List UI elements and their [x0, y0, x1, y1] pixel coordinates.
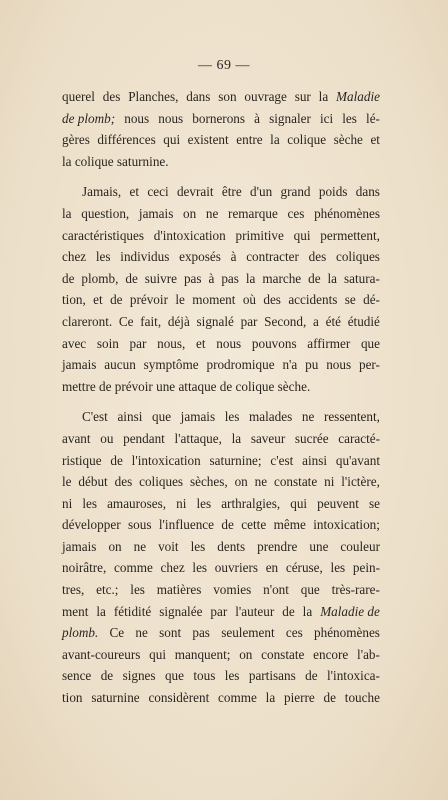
word: coliques: [335, 249, 380, 265]
text-line: [62, 644, 380, 666]
word: avant-coureurs: [62, 646, 141, 662]
word: qui: [290, 495, 308, 511]
word: d'intoxication: [153, 227, 226, 243]
word: l'influence: [158, 517, 214, 533]
word: ressentent,: [323, 409, 380, 425]
word: dents: [217, 538, 246, 554]
word: seulement: [221, 625, 275, 641]
word: permettent,: [320, 227, 380, 243]
word: existent: [187, 132, 229, 148]
word: ou: [100, 430, 114, 446]
word: touche: [344, 690, 380, 706]
word: ne: [205, 205, 219, 221]
word: suivre: [144, 270, 177, 286]
word: céruse,: [285, 560, 323, 576]
word: signes: [122, 668, 156, 684]
word: développer: [62, 517, 121, 533]
word: l'ictère,: [341, 474, 380, 490]
text-line: [62, 376, 380, 398]
word: tous: [193, 668, 216, 684]
word: Jamais,: [82, 184, 122, 200]
word: pierre: [284, 690, 315, 706]
word: par: [240, 313, 258, 329]
text-line: [62, 225, 380, 247]
word: les: [330, 560, 346, 576]
word: fétidité: [113, 603, 152, 619]
word: sont: [159, 625, 182, 641]
word: Planches,: [128, 89, 179, 104]
word: se: [344, 292, 356, 308]
word: sur: [294, 89, 311, 104]
word: malades: [249, 409, 293, 425]
word: signaler: [269, 110, 311, 126]
word: l'auteur: [235, 603, 275, 619]
word: C'est: [82, 409, 108, 425]
word: dé-: [363, 292, 380, 308]
word: mettre de prévoir une attaque de colique sèche.: [62, 378, 311, 394]
word: tres,: [62, 582, 85, 598]
word: sèches,: [189, 474, 228, 490]
word: etc.;: [96, 582, 119, 598]
text-line: [62, 557, 380, 579]
text-line: [62, 268, 380, 290]
word: des: [263, 292, 281, 308]
word: différences: [97, 132, 156, 148]
word: chez: [62, 249, 87, 265]
word: d'un: [250, 184, 273, 200]
word: sucrée: [294, 430, 329, 446]
word: marche: [262, 270, 302, 286]
word: cette: [241, 517, 267, 533]
word: colique: [287, 132, 327, 148]
word: des: [308, 249, 327, 265]
word: clareront.: [62, 313, 113, 329]
word: de: [110, 452, 123, 468]
word: Maladie de: [320, 603, 380, 619]
word: individus: [120, 249, 170, 265]
word: on: [234, 474, 248, 490]
word: et: [196, 335, 206, 351]
word: les: [190, 538, 206, 554]
word: affirmer: [307, 335, 351, 351]
word: querel: [62, 89, 95, 104]
word: que: [300, 582, 320, 598]
word: de: [110, 292, 123, 308]
word: ouvriers: [214, 560, 258, 576]
word: avant: [62, 430, 91, 446]
text-line: [62, 601, 380, 623]
word: nous: [124, 110, 150, 126]
word: ces: [287, 205, 305, 221]
word: les: [130, 582, 145, 598]
word: les: [196, 495, 212, 511]
word: par: [129, 335, 147, 351]
word: nous: [158, 110, 184, 126]
word: l'intoxication: [131, 452, 201, 468]
word: partisans: [248, 668, 296, 684]
word: soin: [96, 335, 119, 351]
word: de: [305, 668, 318, 684]
word: ainsi: [117, 409, 143, 425]
word: Second,: [264, 313, 307, 329]
text-line: [62, 428, 380, 450]
word: et: [93, 292, 103, 308]
word: pas: [192, 625, 210, 641]
word: pendant: [123, 430, 165, 446]
word: jamais: [62, 538, 97, 554]
word: la: [265, 690, 276, 706]
word: saturnine: [91, 690, 140, 706]
word: aucun: [104, 357, 136, 373]
word: plomb.: [62, 625, 99, 641]
word: chez: [160, 560, 185, 576]
text-line: [62, 354, 380, 376]
word: on: [108, 538, 122, 554]
word: phénomènes: [314, 625, 380, 641]
word: arthralgies,: [221, 495, 281, 511]
word: peuvent: [317, 495, 359, 511]
word: ne: [135, 625, 148, 641]
word: où: [242, 292, 256, 308]
word: la: [270, 132, 280, 148]
word: étudié: [347, 313, 380, 329]
word: en: [265, 560, 279, 576]
text-line: [62, 687, 380, 709]
word: accidents: [288, 292, 338, 308]
word: a: [313, 313, 319, 329]
word: n'ont: [263, 582, 289, 598]
word: sence: [62, 668, 92, 684]
word: constate: [273, 474, 318, 490]
word: la: [302, 603, 313, 619]
word: l'ab-: [357, 646, 380, 662]
word: coliques: [139, 474, 184, 490]
word: que: [360, 335, 380, 351]
word: amauroses,: [107, 495, 167, 511]
word: la: [327, 270, 338, 286]
word: noirâtre,: [62, 560, 107, 576]
paragraph: [62, 181, 380, 397]
text-line: [62, 246, 380, 268]
word: ni: [62, 495, 73, 511]
word: Ce: [118, 313, 134, 329]
paragraph: [62, 406, 380, 708]
word: jamais: [62, 357, 97, 373]
word: ouvrage: [244, 89, 287, 104]
text-line: [62, 86, 380, 108]
word: la colique saturnine.: [62, 153, 169, 169]
text-line: [62, 493, 380, 515]
word: qu'avant: [335, 452, 380, 468]
text-line: [62, 406, 380, 428]
word: c'est: [270, 452, 294, 468]
word: on: [239, 646, 253, 662]
body-text: [62, 86, 380, 709]
word: dans: [355, 184, 380, 200]
word: début: [78, 474, 108, 490]
word: entre: [236, 132, 263, 148]
word: Maladie: [336, 89, 380, 104]
word: la: [245, 270, 256, 286]
word: à: [208, 270, 215, 286]
word: ne: [133, 538, 147, 554]
word: ni: [324, 474, 335, 490]
word: les: [95, 249, 111, 265]
word: voit: [158, 538, 179, 554]
word: satura-: [344, 270, 380, 286]
word: matières: [156, 582, 202, 598]
word: des: [102, 89, 121, 104]
word: de: [125, 270, 138, 286]
word: pas: [221, 270, 239, 286]
word: manquent;: [174, 646, 231, 662]
text-line: [62, 289, 380, 311]
word: prodromique: [206, 357, 275, 373]
word: les: [224, 409, 240, 425]
word: signalée: [159, 603, 203, 619]
word: et: [370, 132, 380, 148]
word: tion,: [62, 292, 86, 308]
word: caracté-: [338, 430, 380, 446]
word: nous,: [157, 335, 186, 351]
word: lé-: [366, 110, 380, 126]
word: son: [218, 89, 237, 104]
word: primitive: [235, 227, 284, 243]
word: constate: [261, 646, 305, 662]
word: encore: [313, 646, 349, 662]
word: à: [230, 249, 237, 265]
word: moment: [192, 292, 236, 308]
word: qui: [149, 646, 166, 662]
word: ceci: [147, 184, 169, 200]
word: de: [282, 603, 295, 619]
word: que: [164, 668, 184, 684]
text-line: [62, 151, 380, 173]
word: poids: [318, 184, 348, 200]
word: des: [114, 474, 133, 490]
word: très-rare-: [331, 582, 380, 598]
word: considèrent: [148, 690, 210, 706]
word: devrait: [176, 184, 214, 200]
paragraph: [62, 86, 380, 172]
word: jamais: [138, 205, 174, 221]
word: n'a: [282, 357, 298, 373]
word: saturnine;: [209, 452, 262, 468]
word: qui: [163, 132, 181, 148]
word: ne: [301, 409, 315, 425]
word: sous: [128, 517, 152, 533]
word: exposés: [179, 249, 221, 265]
word: pas: [183, 270, 202, 286]
word: phénomènes: [314, 205, 380, 221]
text-line: [62, 514, 380, 536]
word: l'attaque,: [174, 430, 222, 446]
word: ces: [285, 625, 303, 641]
word: de: [221, 517, 234, 533]
word: Ce: [109, 625, 125, 641]
word: ment: [62, 603, 89, 619]
word: tion: [62, 690, 83, 706]
word: prévoir: [129, 292, 168, 308]
word: la: [231, 430, 242, 446]
word: été: [325, 313, 341, 329]
word: les: [342, 110, 357, 126]
text-line: [62, 536, 380, 558]
word: être: [221, 184, 242, 200]
word: couleur: [340, 538, 380, 554]
word: de: [100, 668, 114, 684]
word: de: [62, 270, 75, 286]
word: les: [192, 560, 208, 576]
word: les: [224, 668, 240, 684]
word: signalé: [196, 313, 234, 329]
word: ne: [254, 474, 268, 490]
word: fait,: [140, 313, 162, 329]
text-line: [62, 665, 380, 687]
word: per-: [358, 357, 380, 373]
word: gères: [62, 132, 90, 148]
text-line: [62, 108, 380, 130]
word: de: [323, 690, 336, 706]
page-number: — 69 —: [198, 58, 250, 73]
word: la: [318, 89, 329, 104]
word: on: [183, 205, 197, 221]
word: une: [309, 538, 329, 554]
word: comme: [114, 560, 153, 576]
word: comme: [218, 690, 257, 706]
word: le: [175, 292, 185, 308]
word: qui: [293, 227, 311, 243]
text-line: [62, 311, 380, 333]
word: avec: [62, 335, 87, 351]
word: grand: [280, 184, 311, 200]
word: symptôme: [143, 357, 199, 373]
word: bornerons: [192, 110, 246, 126]
word: même: [273, 517, 306, 533]
word: ici: [319, 110, 334, 126]
text-line: [62, 622, 380, 644]
text-line: [62, 181, 380, 203]
word: nous: [216, 335, 242, 351]
word: déjà: [167, 313, 190, 329]
word: saveur: [250, 430, 286, 446]
text-line: [62, 129, 380, 151]
word: question,: [81, 205, 130, 221]
word: la: [62, 205, 72, 221]
word: de: [308, 270, 321, 286]
word: plomb,: [81, 270, 119, 286]
text-line: [62, 203, 380, 225]
text-line: [62, 471, 380, 493]
word: l'intoxica-: [327, 668, 380, 684]
word: jamais: [180, 409, 216, 425]
word: nous: [326, 357, 352, 373]
word: à: [254, 110, 260, 126]
word: de plomb;: [62, 110, 116, 126]
word: caractéristiques: [62, 227, 145, 243]
word: pu: [305, 357, 319, 373]
word: prendre: [257, 538, 298, 554]
word: ainsi: [302, 452, 328, 468]
word: sèche: [333, 132, 363, 148]
word: vomies: [213, 582, 252, 598]
word: ristique: [62, 452, 102, 468]
text-line: [62, 333, 380, 355]
text-line: [62, 579, 380, 601]
word: contracter: [246, 249, 299, 265]
word: pein-: [352, 560, 380, 576]
word: la: [96, 603, 106, 619]
word: que: [152, 409, 172, 425]
word: dans: [186, 89, 211, 104]
word: pouvons: [251, 335, 297, 351]
word: par: [210, 603, 228, 619]
word: intoxication;: [313, 517, 380, 533]
word: le: [62, 474, 72, 490]
text-line: [62, 450, 380, 472]
word: se: [369, 495, 380, 511]
word: et: [129, 184, 140, 200]
word: les: [82, 495, 97, 511]
word: ni: [176, 495, 187, 511]
word: remarque: [228, 205, 278, 221]
